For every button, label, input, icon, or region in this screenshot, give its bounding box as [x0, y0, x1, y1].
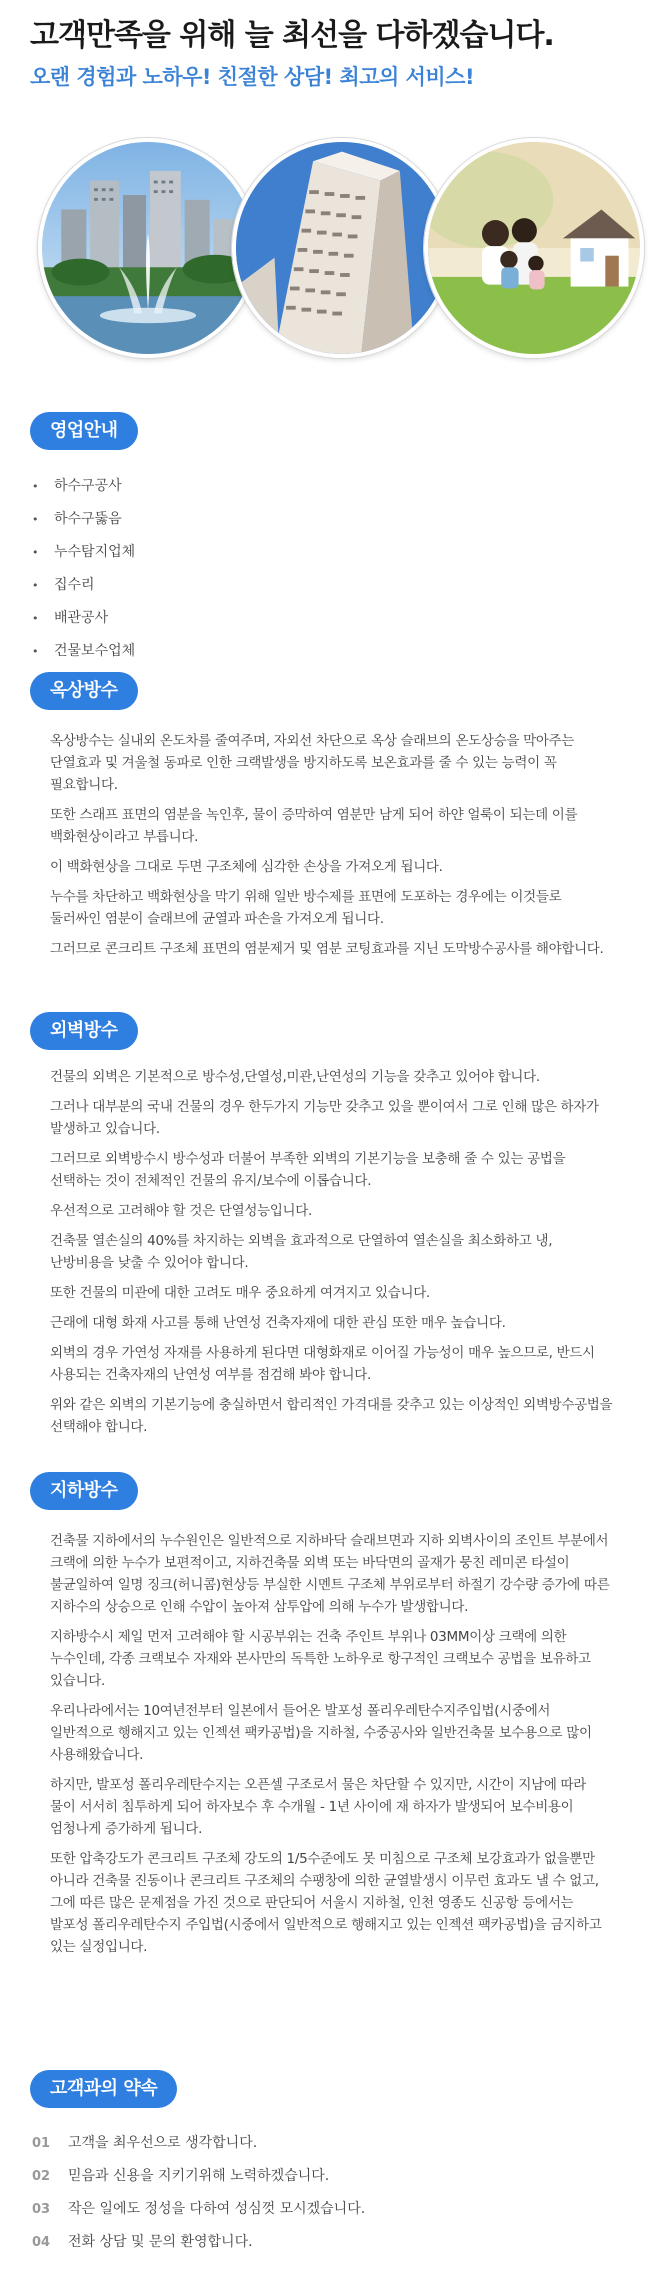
wall-paragraph: 근래에 대형 화재 사고를 통해 난연성 건축자재에 대한 관심 또한 매우 높습니다. [50, 1315, 506, 1331]
wall-section-title: 외벽방수 [30, 1012, 138, 1050]
promise-item [32, 2193, 365, 2226]
wall-paragraph: 건축물 열손실의 40%를 차지하는 외벽을 효과적으로 단열하여 열손실을 최소화하고 냉,난방비용을 낮출 수 있어야 합니다. [50, 1233, 553, 1271]
promise-item [32, 2127, 365, 2160]
promise-text: 고객을 최우선으로 생각합니다. [68, 2135, 258, 2151]
wall-section-text [50, 1066, 615, 1446]
basement-paragraph: 하지만, 발포성 폴리우레탄수지는 오픈셀 구조로서 물은 차단할 수 있지만, 시간이 지남에 따라 물이 서서히 침투하게 되어 하자보수 후 수개월 - 1년 사이에 재 하자가 발생되어 보수비용이 엄청나게 증가하게 됩니다. [50, 1777, 587, 1837]
promise-number: 03 [32, 2202, 51, 2217]
business-item-leak-detection: • 누수탐지업체 [32, 536, 135, 569]
wall-paragraph: 건물의 외벽은 기본적으로 방수성,단열성,미관,난연성의 기능을 갖추고 있어야 합니다. [50, 1069, 540, 1085]
basement-paragraph: 또한 압축강도가 콘크리트 구조체 강도의 1/5수준에도 못 미침으로 구조체 보강효과가 없을뿐만 아니라 건축물 진동이나 콘크리트 구조체의 수팽창에 의한 균열발생시 이무런 효과도 낼 수 없고, 그에 따른 많은 문제점을 가진 것으로 판단되어 서울시 지하철, 인천 영종도 신공항 등에서는 발포성 폴리우레탄수지 주입법(시중에서 일반적으로 행해지고 있는 인젝션 팩카공법)을 금지하고 있는 실정입니다. [50, 1851, 602, 1955]
business-item-sewer-work: • 하수구공사 [32, 470, 135, 503]
business-item-drain-unclog: • 하수구뚫음 [32, 503, 135, 536]
promise-text: 전화 상담 및 문의 환영합니다. [68, 2234, 253, 2250]
wall-paragraph: 외벽의 경우 가연성 자재를 사용하게 된다면 대형화재로 이어질 가능성이 매우 높으므로, 반드시 사용되는 건축자재의 난연성 여부를 점검해 봐야 합니다. [50, 1345, 595, 1383]
business-list [32, 470, 135, 668]
wall-paragraph: 그러나 대부분의 국내 건물의 경우 한두가지 기능만 갖추고 있을 뿐이여서 그로 인해 많은 하자가 발생하고 있습니다. [50, 1099, 599, 1137]
roof-paragraph: 또한 스래프 표면의 염분을 녹인후, 물이 증막하여 염분만 남게 되어 하얀 얼룩이 되는데 이를 백화현상이라고 부릅니다. [50, 807, 578, 845]
basement-paragraph: 건축물 지하에서의 누수원인은 일반적으로 지하바닥 슬래브면과 지하 외벽사이의 조인트 부분에서 크랙에 의한 누수가 보편적이고, 지하건축물 외벽 또는 바닥면의 골재가 뭉친 레미콘 타설이 불균일하여 일명 징크(허니콤)현상등 부실한 시멘트 구조체 부위로부터 하절기 강수량 증가에 따른 지하수의 상승으로 인해 수압이 높아져 삼투압에 의해 누수가 발생합니다. [50, 1533, 610, 1615]
roof-paragraph: 옥상방수는 실내외 온도차를 줄여주며, 자외선 차단으로 옥상 슬래브의 온도상승을 막아주는 단열효과 및 겨울철 동파로 인한 크랙발생을 방지하도록 보온효과를 줄 수 있는 능력이 꼭 필요합니다. [50, 733, 575, 793]
promise-list [32, 2127, 365, 2259]
roof-section-text [50, 730, 615, 968]
promise-section-title: 고객과의 약속 [30, 2070, 177, 2108]
business-item-house-repair: • 집수리 [32, 569, 135, 602]
roof-paragraph: 이 백화현상을 그대로 두면 구조체에 심각한 손상을 가져오게 됩니다. [50, 859, 443, 875]
basement-paragraph: 우리나라에서는 10여년전부터 일본에서 들어온 발포성 폴리우레탄수지주입법(시중에서 일반적으로 행해지고 있는 인젝션 팩카공법)을 지하철, 수중공사와 일반건축물 보수용으로 많이 사용해왔습니다. [50, 1703, 592, 1763]
wall-paragraph: 그러므로 외벽방수시 방수성과 더불어 부족한 외벽의 기본기능을 보충해 줄 수 있는 공법을 선택하는 것이 전체적인 건물의 유지/보수에 이롭습니다. [50, 1151, 566, 1189]
roof-paragraph: 그러므로 콘크리트 구조체 표면의 염분제거 및 염분 코팅효과를 지닌 도막방수공사를 해야합니다. [50, 941, 604, 957]
roof-paragraph: 누수를 차단하고 백화현상을 막기 위해 일반 방수제를 표면에 도포하는 경우에는 이것들로 둘러싸인 염분이 슬래브에 균열과 파손을 가져오게 됩니다. [50, 889, 562, 927]
wall-paragraph: 또한 건물의 미관에 대한 고려도 매우 중요하게 여겨지고 있습니다. [50, 1285, 430, 1301]
business-item-plumbing: • 배관공사 [32, 602, 135, 635]
page-subline: 오랜 경험과 노하우! 친절한 상담! 최고의 서비스! [30, 65, 475, 89]
family-house-photo [424, 138, 644, 358]
promise-number: 04 [32, 2235, 51, 2250]
roof-section-title: 옥상방수 [30, 672, 138, 710]
page-headline: 고객만족을 위해 늘 최선을 다하겠습니다. [30, 18, 554, 53]
promise-item [32, 2226, 365, 2259]
wall-paragraph: 위와 같은 외벽의 기본기능에 충실하면서 합리적인 가격대를 갖추고 있는 이상적인 외벽방수공법을 선택해야 합니다. [50, 1397, 613, 1435]
basement-paragraph: 지하방수시 제일 먼저 고려해야 할 시공부위는 건축 주인트 부위나 03MM이상 크랙에 의한 누수인데, 각종 크랙보수 자재와 본사만의 독특한 노하우로 항구적인 크랙보수 공법을 보유하고 있습니다. [50, 1629, 591, 1689]
business-item-building-repair: • 건물보수업체 [32, 635, 135, 668]
wall-paragraph: 우선적으로 고려해야 할 것은 단열성능입니다. [50, 1203, 313, 1219]
highrise-building-photo [232, 138, 452, 358]
promise-text: 작은 일에도 정성을 다하여 성심껏 모시겠습니다. [68, 2201, 366, 2217]
promise-text: 믿음과 신용을 지키기위해 노력하겠습니다. [68, 2168, 330, 2184]
promise-number: 02 [32, 2169, 51, 2184]
basement-section-text [50, 1530, 615, 1966]
basement-section-title: 지하방수 [30, 1472, 138, 1510]
business-section-title: 영업안내 [30, 412, 138, 450]
apartment-fountain-photo [38, 138, 258, 358]
promise-number: 01 [32, 2136, 51, 2151]
promise-item [32, 2160, 365, 2193]
